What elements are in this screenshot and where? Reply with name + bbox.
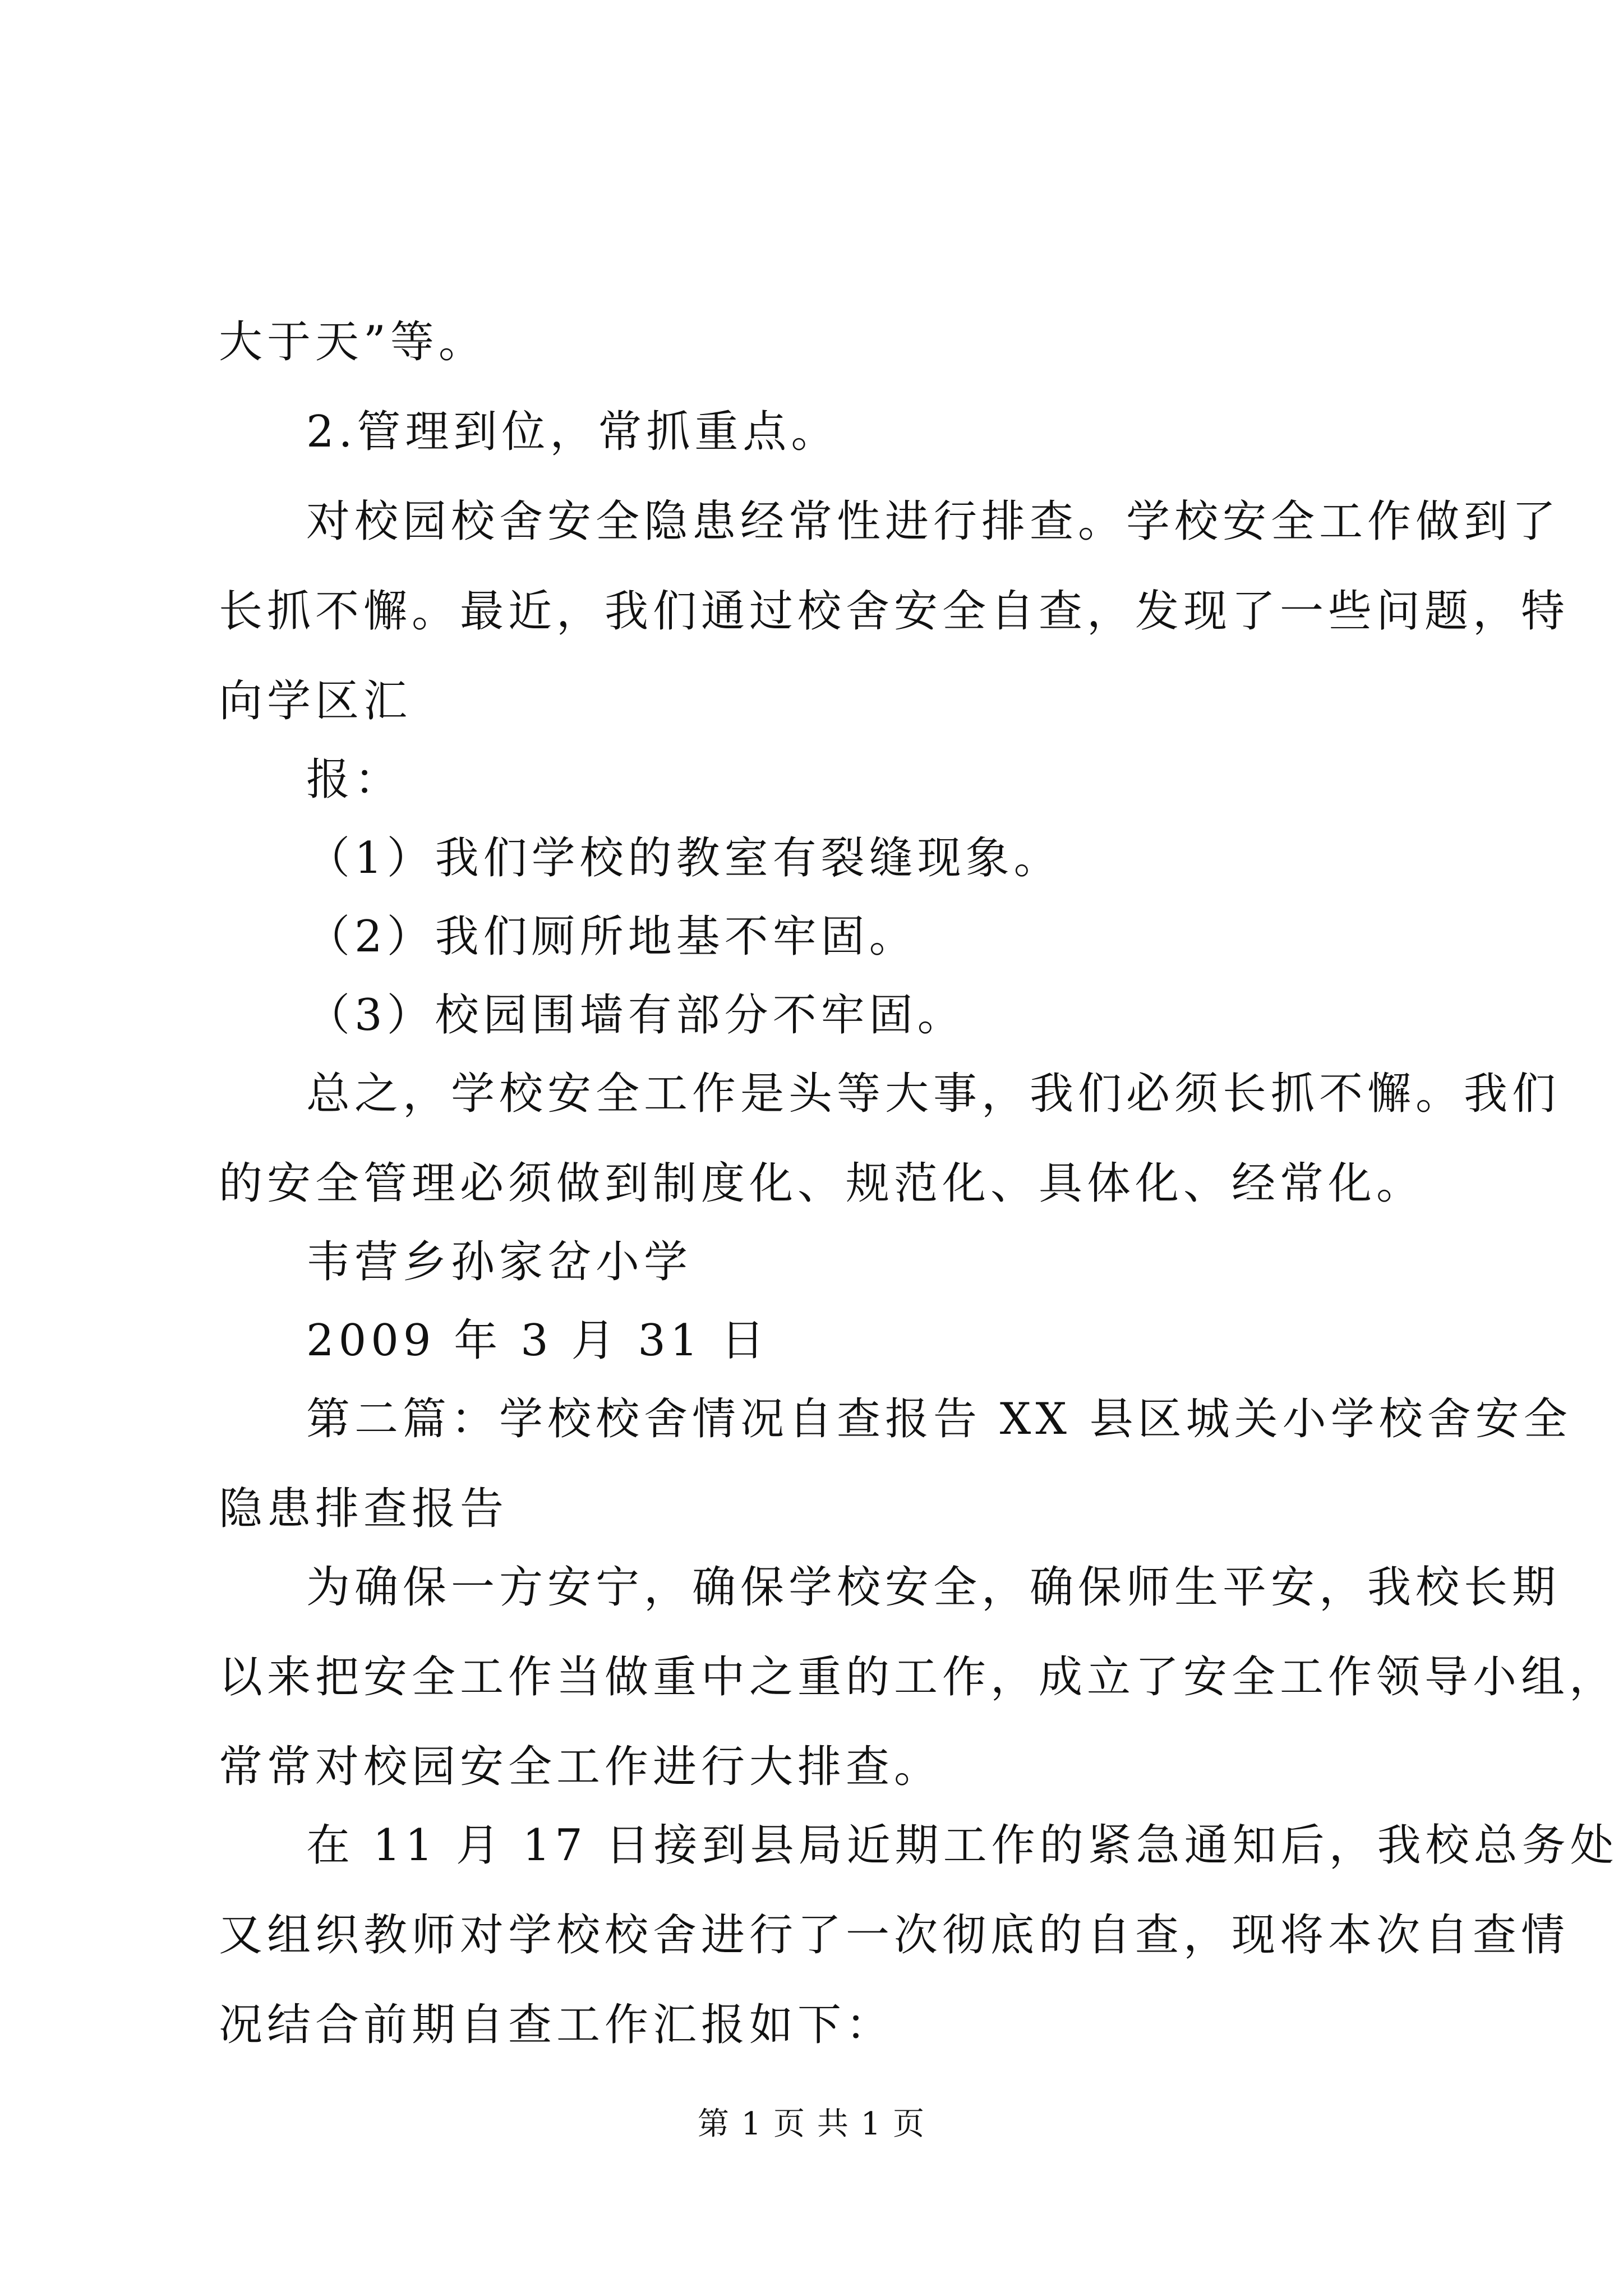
list-item: （2）我们厕所地基不牢固。 (306, 912, 917, 962)
text-line: 常常对校园安全工作进行大排查。 (219, 1742, 943, 1792)
text-line: 的安全管理必须做到制度化、规范化、具体化、经常化。 (219, 1158, 1425, 1209)
list-item: （3）校园围墙有部分不牢固。 (306, 990, 966, 1041)
text-line: 况结合前期自查工作汇报如下： (219, 2000, 895, 2050)
text-line: 对校园校舍安全隐患经常性进行排查。学校安全工作做到了 (306, 496, 1561, 547)
text-line: 大于天”等。 (219, 317, 487, 367)
text-line: 以来把安全工作当做重中之重的工作，成立了安全工作领导小组， (219, 1652, 1618, 1703)
section-title-cont: 隐患排查报告 (219, 1484, 509, 1534)
section-title: 第二篇：学校校舍情况自查报告 XX 县区城关小学校舍安全 (306, 1394, 1572, 1444)
list-item: （1）我们学校的教室有裂缝现象。 (306, 833, 1062, 884)
text-line: 向学区汇 (219, 676, 412, 726)
signature-date: 2009 年 3 月 31 日 (306, 1315, 769, 1366)
page-footer: 第 1 页 共 1 页 (697, 2106, 926, 2142)
text-line: 总之，学校安全工作是头等大事，我们必须长抓不懈。我们 (306, 1069, 1561, 1119)
section-heading: 2.管理到位，常抓重点。 (306, 407, 840, 457)
text-line: 为确保一方安宁，确保学校安全，确保师生平安，我校长期 (306, 1562, 1561, 1613)
text-line: 在 11 月 17 日接到县局近期工作的紧急通知后，我校总务处 (306, 1820, 1619, 1871)
text-line: 长抓不懈。最近，我们通过校舍安全自查，发现了一些问题，特 (219, 586, 1570, 637)
signature-school: 韦营乡孙家岔小学 (306, 1237, 693, 1287)
text-line: 又组织教师对学校校舍进行了一次彻底的自查，现将本次自查情 (219, 1910, 1570, 1961)
text-line: 报： (306, 754, 403, 805)
